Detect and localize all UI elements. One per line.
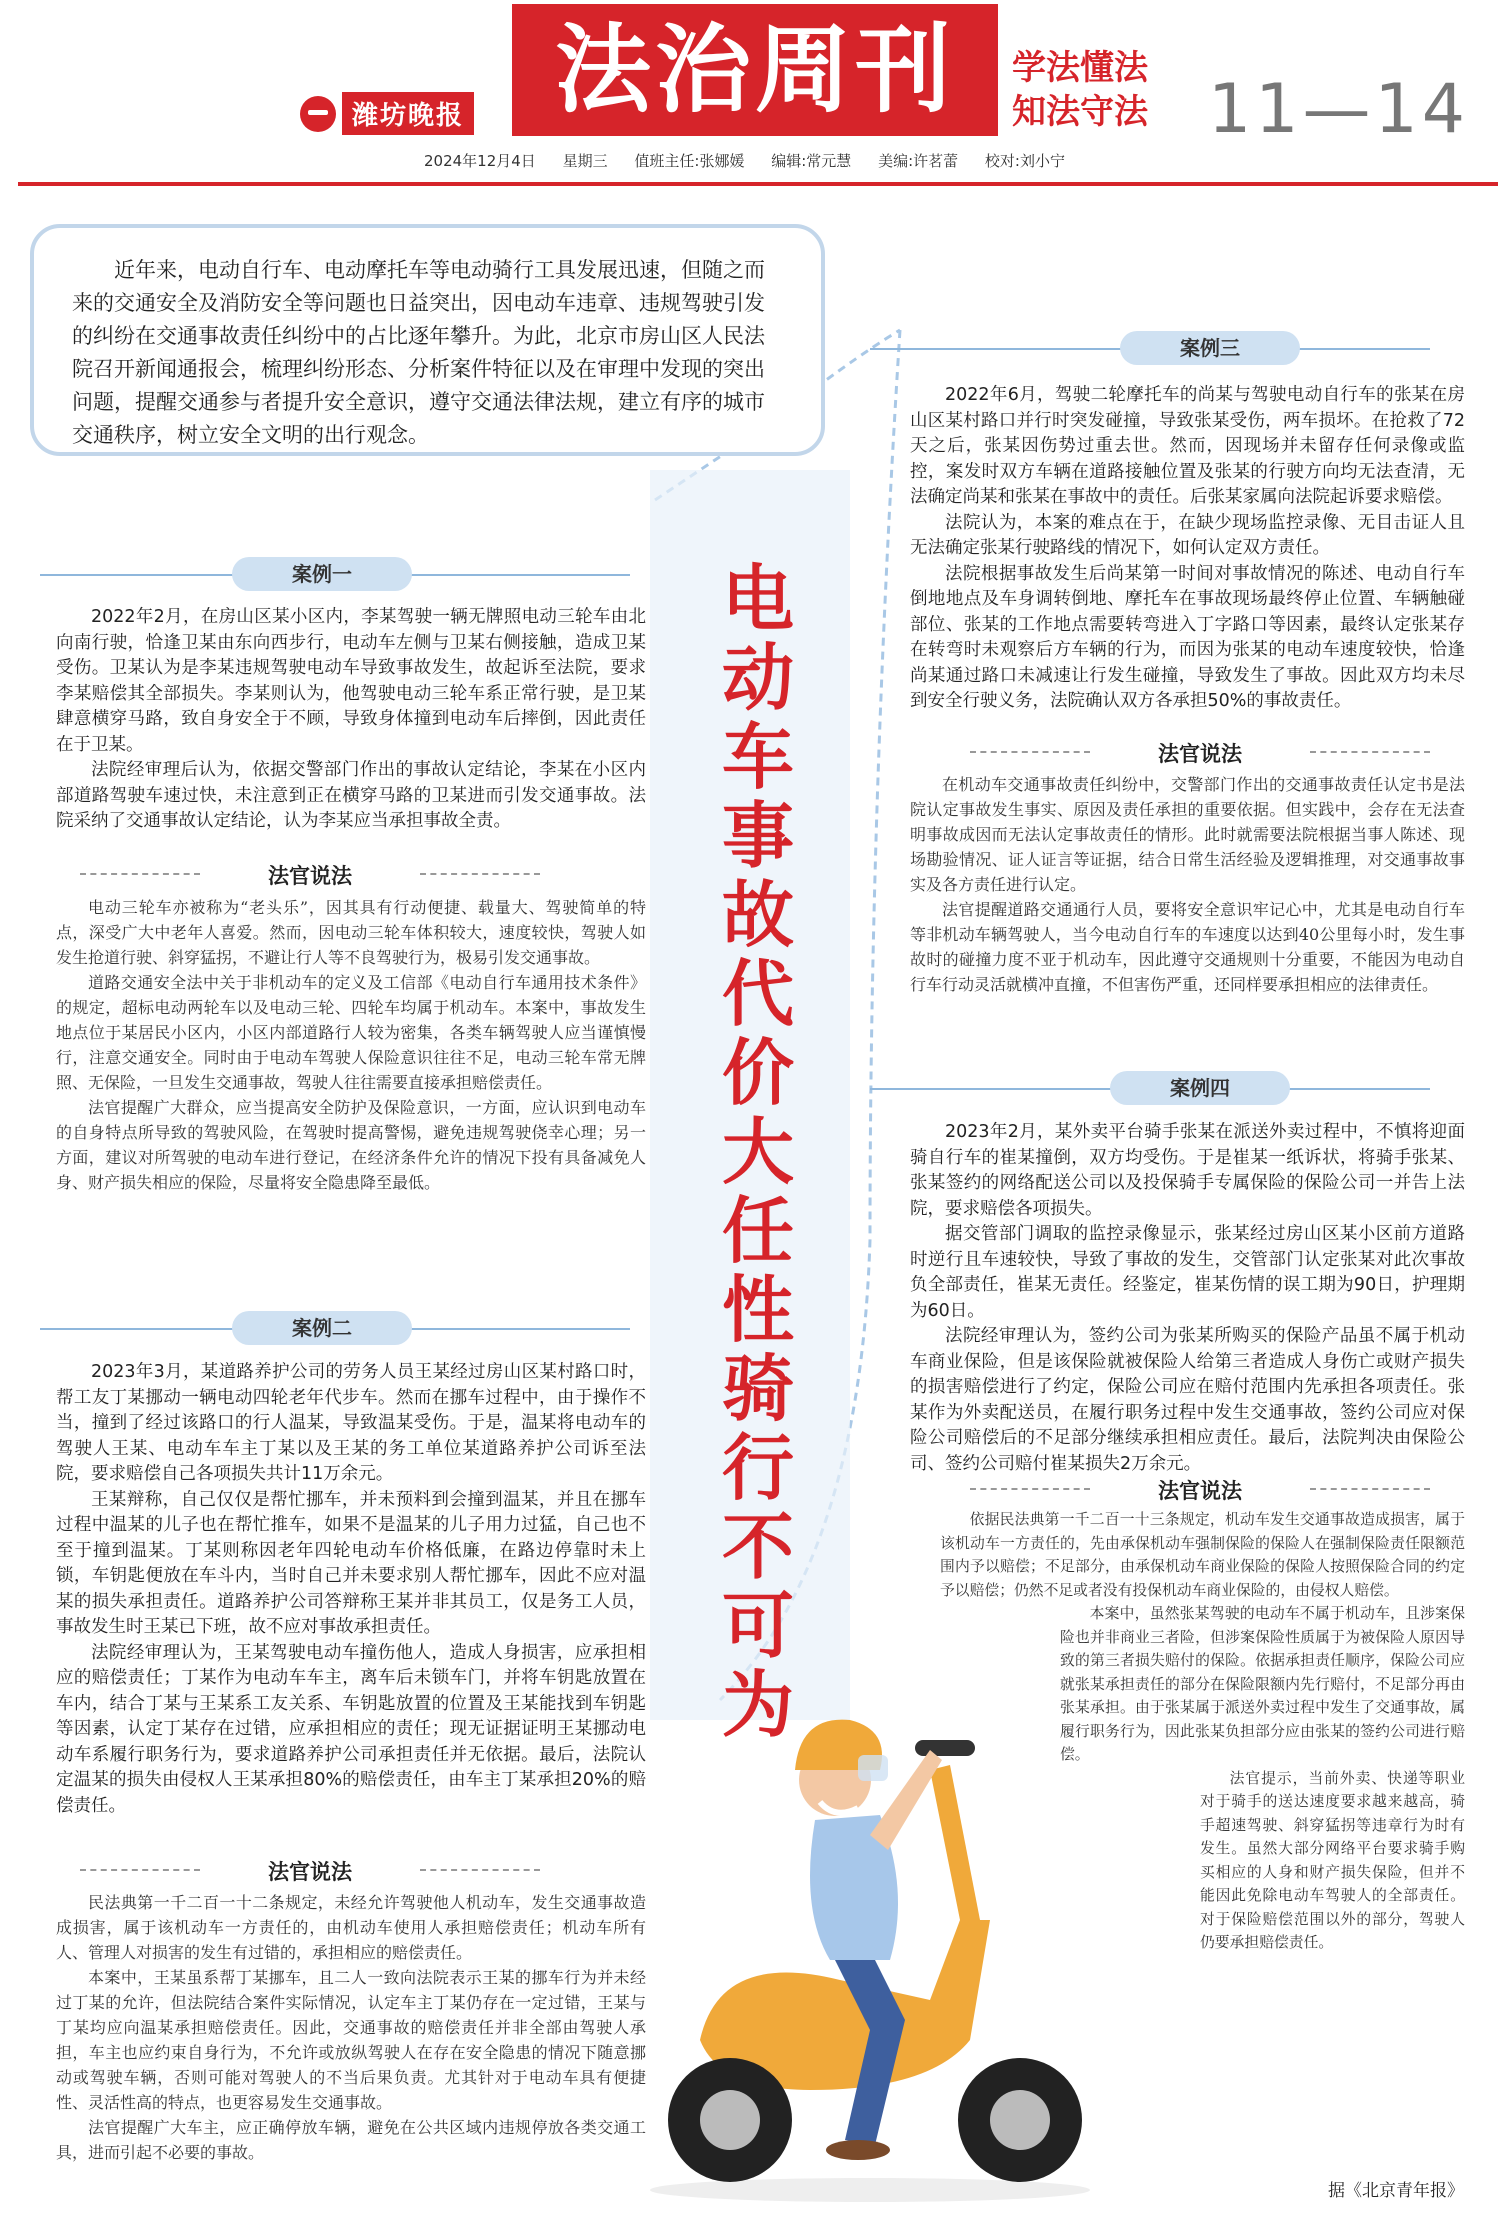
masthead-rule	[18, 182, 1498, 186]
editor-on-duty: 值班主任:张娜媛	[634, 152, 745, 170]
case2-para: 法院经审理认为，王某驾驶电动车撞伤他人，造成人身损害，应承担相应的赔偿责任；丁某作为电动车车主，离车后未锁车门，并将车钥匙放置在车内，结合丁某与王某系工友关系、车钥匙放置的位置及王某能找到车钥匙等因素，认定丁某存在过错，应承担相应的责任；现无证据证明王某挪动电动车系履行职务行为，要求道路养护公司承担责任并无依据。最后，法院认定温某的损失由侵权人王某承担80%的赔偿责任，由车主丁某承担20%的赔偿责任。	[56, 1642, 646, 1816]
logo-text: 潍坊晚报	[342, 92, 474, 135]
case2-advice	[56, 1890, 646, 2165]
case1-heading: 案例一	[232, 557, 412, 591]
case4-advice-heading: 法官说法	[1090, 1475, 1310, 1505]
case4-para: 据交管部门调取的监控录像显示，张某经过房山区某小区前方道路时逆行且车速较快，导致了事故的发生，交管部门认定张某对此次事故负全部责任，崔某无责任。经鉴定，崔某伤情的误工期为90日，护理期为60日。	[910, 1224, 1465, 1321]
art-editor: 美编:许茗蕾	[878, 152, 959, 170]
case4-body	[910, 1120, 1465, 1477]
advice-para: 法官提醒广大车主，应正确停放车辆，避免在公共区域内违规停放各类交通工具，进而引起不必要的事故。	[56, 2118, 646, 2162]
case3-para: 法院根据事故发生后尚某第一时间对事故情况的陈述、电动自行车倒地地点及车身调转倒地、摩托车在事故现场最终停止位置、车辆触碰部位、张某的工作地点需要转弯进入丁字路口等因素，最终认定张某存在转弯时未观察后方车辆的行为，而因为张某的电动车速度较快，恰逢尚某通过路口未减速让行发生碰撞，导致发生了事故。因此双方均未尽到安全行驶义务，法院确认双方各承担50%的事故责任。	[910, 563, 1465, 711]
advice-para: 在机动车交通事故责任纠纷中，交警部门作出的交通事故责任认定书是法院认定事故发生事实、原因及责任承担的重要依据。但实践中，会存在无法查明事故成因而无法认定事故责任的情形。此时就需要法院根据当事人陈述、现场勘验情况、证人证言等证据，结合日常生活经验及逻辑推理，对交通事故事实及各方责任进行认定。	[910, 775, 1465, 894]
case3-para: 2022年6月，驾驶二轮摩托车的尚某与驾驶电动自行车的张某在房山区某村路口并行时突发碰撞，导致张某受伤，两车损坏。在抢救了72天之后，张某因伤势过重去世。然而，因现场并未留存任何录像或监控，案发时双方车辆在道路接触位置及张某的行驶方向均无法查清，无法确定尚某和张某在事故中的责任。后张某家属向法院起诉要求赔偿。	[910, 385, 1465, 507]
page-range: 11—14	[1208, 70, 1470, 149]
advice-para: 电动三轮车亦被称为“老头乐”，因其具有行动便捷、载量大、驾驶简单的特点，深受广大中老年人喜爱。然而，因电动三轮车体积较大，速度较快，驾驶人如发生抢道行驶、斜穿猛拐，不避让行人等不良驾驶行为，极易引发交通事故。	[56, 898, 646, 967]
case1-advice-heading: 法官说法	[200, 860, 420, 890]
slogan	[1012, 46, 1148, 134]
issue-date: 2024年12月4日	[424, 152, 536, 170]
newspaper-logo	[300, 92, 474, 135]
headline: 电动车事故代价大 任性骑行不可为	[721, 557, 794, 1747]
issue-weekday: 星期三	[562, 152, 608, 170]
case1-body	[56, 605, 646, 835]
advice-para: 本案中，虽然张某驾驶的电动车不属于机动车，且涉案保险也并非商业三者险，但涉案保险性质属于为被保险人原因导致的第三者损失赔付的保险。依据承担责任顺序，保险公司应就张某承担责任的部分在保险限额内先行赔付，不足部分再由张某承担。由于张某属于派送外卖过程中发生了交通事故，属履行职务行为，因此张某负担部分应由张某的签约公司进行赔偿。	[1060, 1605, 1465, 1763]
case1-para: 法院经审理后认为，依据交警部门作出的事故认定结论，李某在小区内部道路驾驶车速过快，未注意到正在横穿马路的卫某进而引发交通事故。法院采纳了交通事故认定结论，认为李某应当承担事故全责。	[56, 760, 646, 831]
advice-para: 法官提醒广大群众，应当提高安全防护及保险意识，一方面，应认识到电动车的自身特点所导致的驾驶风险，在驾驶时提高警惕，避免违规驾驶侥幸心理；另一方面，建议对所驾驶的电动车进行登记，在经济条件允许的情况下投有具备减免人身、财产损失相应的保险，尽量将安全隐患降至最低。	[56, 1098, 646, 1192]
source-credit: 据《北京青年报》	[1328, 2181, 1464, 2201]
advice-para: 法官提醒道路交通通行人员，要将安全意识牢记心中，尤其是电动自行车等非机动车辆驾驶人，当今电动自行车的车速度以达到40公里每小时，发生事故时的碰撞力度不亚于机动车，因此遵守交通规则十分重要，不能因为电动自行车行动灵活就横冲直撞，不但害伤严重，还同样要承担相应的法律责任。	[910, 900, 1465, 994]
editor: 编辑:常元慧	[771, 152, 852, 170]
advice-para: 道路交通安全法中关于非机动车的定义及工信部《电动自行车通用技术条件》的规定，超标电动两轮车以及电动三轮、四轮车均属于机动车。本案中，事故发生地点位于某居民小区内，小区内部道路行人较为密集，各类车辆驾驶人应当谨慎慢行，注意交通安全。同时由于电动车驾驶人保险意识往往不足，电动三轮车常无牌照、无保险，一旦发生交通事故，驾驶人往往需要直接承担赔偿责任。	[56, 973, 646, 1092]
slogan-line-1: 学法懂法	[1012, 48, 1148, 88]
advice-para: 民法典第一千二百一十二条规定，未经允许驾驶他人机动车，发生交通事故造成损害，属于该机动车一方责任的，由机动车使用人承担赔偿责任；机动车所有人、管理人对损害的发生有过错的，承担相应的赔偿责任。	[56, 1893, 646, 1962]
proofreader: 校对:刘小宁	[984, 152, 1065, 170]
case3-advice-heading: 法官说法	[1090, 738, 1310, 768]
case3-advice	[910, 772, 1465, 997]
advice-para: 法官提示，当前外卖、快递等职业对于骑手的送达速度要求越来越高，骑手超速驾驶、斜穿猛拐等违章行为时有发生。虽然大部分网络平台要求骑手购买相应的人身和财产损失保险，但并不能因此免除电动车驾驶人的全部责任。对于保险赔偿范围以外的部分，驾驶人仍要承担赔偿责任。	[1200, 1769, 1465, 1951]
case2-heading: 案例二	[232, 1311, 412, 1345]
intro-box: 近年来，电动自行车、电动摩托车等电动骑行工具发展迅速，但随之而来的交通安全及消防安全等问题也日益突出，因电动车违章、违规驾驶引发的纠纷在交通事故责任纠纷中的占比逐年攀升。为此，北京市房山区人民法院召开新闻通报会，梳理纠纷形态、分析案件特征以及在审理中发现的突出问题，提醒交通参与者提升安全意识，遵守交通法律法规，建立有序的城市交通秩序，树立安全文明的出行观念。	[30, 224, 825, 456]
case2-body	[56, 1360, 646, 1819]
logo-icon	[300, 96, 336, 132]
case4-para: 法院经审理认为，签约公司为张某所购买的保险产品虽不属于机动车商业保险，但是该保险就被保险人给第三者造成人身伤亡或财产损失的损害赔偿进行了约定，保险公司应在赔付范围内先承担各项责任。张某作为外卖配送员，在履行职务过程中发生交通事故，签约公司应对保险公司赔偿后的不足部分继续承担相应责任。最后，法院判决由保险公司、签约公司赔付崔某损失2万余元。	[910, 1326, 1465, 1474]
case3-heading: 案例三	[1120, 331, 1300, 365]
case4-heading: 案例四	[1110, 1071, 1290, 1105]
case4-para: 2023年2月，某外卖平台骑手张某在派送外卖过程中，不慎将迎面骑自行车的崔某撞倒，双方均受伤。于是崔某一纸诉状，将骑手张某、张某签约的网络配送公司以及投保骑手专属保险的保险公司一并告上法院，要求赔偿各项损失。	[910, 1122, 1465, 1219]
slogan-line-2: 知法守法	[1012, 92, 1148, 132]
case2-para: 王某辩称，自己仅仅是帮忙挪车，并未预料到会撞到温某，并且在挪车过程中温某的儿子也在帮忙推车，如果不是温某的儿子用力过猛，自己也不至于撞到温某。丁某则称因老年四轮电动车价格低廉，在路边停靠时未上锁，车钥匙便放在车斗内，当时自己并未要求别人帮忙挪车，因此不应对温某的损失承担责任。道路养护公司答辩称王某并非其员工，仅是务工人员，事故发生时王某已下班，故不应对事故承担责任。	[56, 1489, 646, 1637]
case1-para: 2022年2月，在房山区某小区内，李某驾驶一辆无牌照电动三轮车由北向南行驶，恰逢卫某由东向西步行，电动车左侧与卫某右侧接触，造成卫某受伤。卫某认为是李某违规驾驶电动车导致事故发生，故起诉至法院，要求李某赔偿其全部损失。李某则认为，他驾驶电动三轮车系正常行驶，是卫某肆意横穿马路，致自身安全于不顾，导致身体撞到电动车后摔倒，因此责任在于卫某。	[56, 607, 646, 755]
case3-para: 法院认为，本案的难点在于，在缺少现场监控录像、无目击证人且无法确定张某行驶路线的情况下，如何认定双方责任。	[910, 512, 1465, 558]
section-title: 法治周刊	[512, 4, 998, 136]
scooter-rider-illustration	[630, 1620, 1110, 2210]
case3-body	[910, 383, 1465, 715]
case1-advice	[56, 895, 646, 1195]
case2-advice-heading: 法官说法	[200, 1856, 420, 1886]
advice-para: 本案中，王某虽系帮丁某挪车，且二人一致向法院表示王某的挪车行为并未经过丁某的允许，但法院结合案件实际情况，认定车主丁某仍存在一定过错，王某与丁某均应向温某承担赔偿责任。因此，交通事故的赔偿责任并非全部由驾驶人承担，车主也应约束自身行为，不允许或放纵驾驶人在存在安全隐患的情况下随意挪动或驾驶车辆，否则可能对驾驶人的不当后果负责。尤其针对于电动车具有便捷性、灵活性高的特点，也更容易发生交通事故。	[56, 1968, 646, 2112]
issue-meta	[424, 150, 1087, 171]
case2-para: 2023年3月，某道路养护公司的劳务人员王某经过房山区某村路口时，帮工友丁某挪动一辆电动四轮老年代步车。然而在挪车过程中，由于操作不当，撞到了经过该路口的行人温某，导致温某受伤。于是，温某将电动车的驾驶人王某、电动车车主丁某以及王某的务工单位某道路养护公司诉至法院，要求赔偿自己各项损失共计11万余元。	[56, 1362, 646, 1484]
advice-para: 依据民法典第一千二百一十三条规定，机动车发生交通事故造成损害，属于该机动车一方责任的，先由承保机动车强制保险的保险人在强制保险责任限额范围内予以赔偿；不足部分，由承保机动车商业保险的保险人按照保险合同的约定予以赔偿；仍然不足或者没有投保机动车商业保险的，由侵权人赔偿。	[940, 1511, 1465, 1599]
